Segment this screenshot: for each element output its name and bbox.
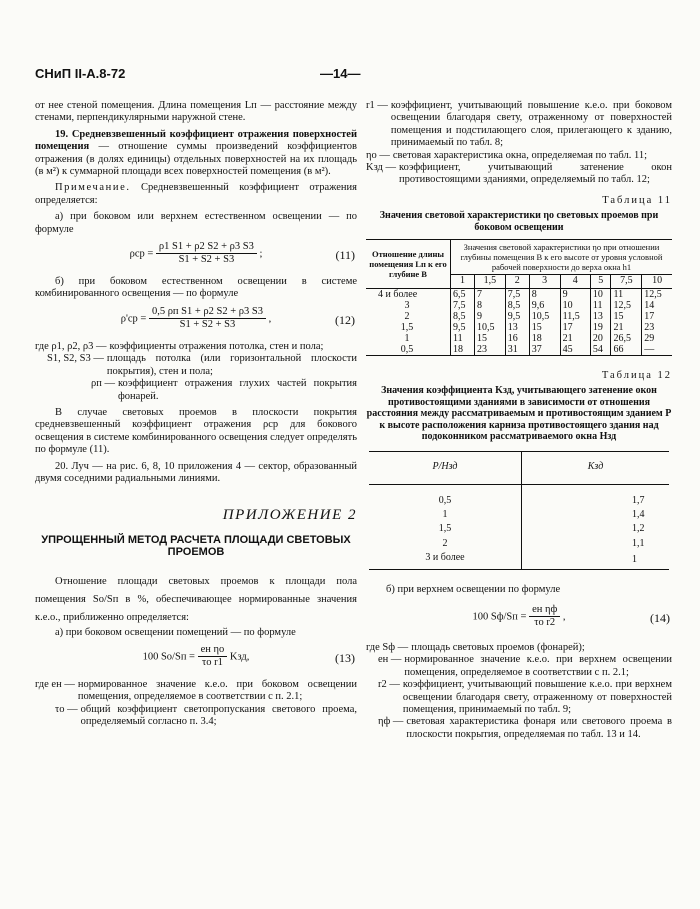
table-11-value-cell: 17 xyxy=(560,322,590,333)
table-11-head-ratio: Отношение длины помещения Lп к его глубине B xyxy=(366,240,451,288)
table-11-value-cell: 12,5 xyxy=(642,288,672,300)
definition xyxy=(366,100,672,150)
table-11-ratio-cell: 1 xyxy=(404,332,410,344)
table-11-col-header: 5 xyxy=(590,275,611,288)
formula-14-lhs: 100 Sф/Sп = xyxy=(472,611,527,623)
item-19-heading: 19. Средневзвешенный коэффициент отражения поверхностей помещения xyxy=(35,128,357,153)
definition-text: коэффициент, учитывающий повышение к.е.о. при боковом освещении благодаря свету, отраженному от поверхностей помещения и подстилающего слоя, прилегающего к зданию, принимаемый по табл. 8; xyxy=(390,100,672,149)
note-heading: Примечание. xyxy=(55,182,131,194)
table-11-value-cell: 16 xyxy=(505,333,529,344)
definition-text: общий коэффициент светопропускания светового проема, определяемый согласно п. 3.4; xyxy=(80,703,357,728)
table-12-ratio-cell: 1 xyxy=(442,508,448,520)
table-11-value-cell: 11 xyxy=(590,300,611,311)
table-row xyxy=(369,508,669,522)
formula-12-number: (12) xyxy=(335,312,355,327)
table-11-value-cell: 10,5 xyxy=(529,311,560,322)
table-11-value-cell: 9,6 xyxy=(529,300,560,311)
table-11-value-cell: 8 xyxy=(529,288,560,300)
table-12-ratio-cell: 3 и более xyxy=(425,552,465,564)
table-row xyxy=(369,484,669,508)
table-11-value-cell: 26,5 xyxy=(611,333,642,344)
table-12-label: Таблица 12 xyxy=(601,369,672,381)
table-11-value-cell: 10,5 xyxy=(474,322,505,333)
table-11-value-cell: 11,5 xyxy=(560,311,590,322)
table-11-value-cell: 23 xyxy=(474,344,505,356)
formula-13-numerator: eн ηо xyxy=(198,644,228,657)
case-b: б) при боковом естественном освещении в системе комбинированного освещения — по формуле xyxy=(35,276,357,300)
table-11-value-cell: 14 xyxy=(642,300,672,311)
definitions-13 xyxy=(35,679,357,729)
table-11-value-cell: 19 xyxy=(590,322,611,333)
table-11-ratio-cell: 0,5 xyxy=(400,343,414,355)
definitions-bottom xyxy=(366,642,672,741)
table-12 xyxy=(369,451,669,570)
table-row xyxy=(369,522,669,536)
table-11-ratio-cell: 1,5 xyxy=(400,321,414,333)
table-12-ratio-cell: 1,5 xyxy=(438,523,452,535)
formula-13-denominator: τо r1 xyxy=(202,657,223,669)
table-12-title: Значения коэффициента Kзд, учитывающего затенение окон противостоящими зданиями в зависимости от отношения расстояния между рассматриваемым и противостоящим зданием P к высоте расположения карниза противостоящего здания над подоконником рассматриваемого окна Hзд xyxy=(366,385,672,443)
table-11-value-cell: 15 xyxy=(474,333,505,344)
definition xyxy=(366,162,672,187)
table-11-value-cell: 21 xyxy=(560,333,590,344)
table-11-ratio-cell: 2 xyxy=(404,310,410,322)
table-11 xyxy=(366,239,672,355)
definition-symbol: eн — xyxy=(378,654,402,666)
definition-symbol: ηо — xyxy=(366,149,390,161)
table-11-value-cell: 45 xyxy=(560,344,590,356)
paragraph-continuation: от нее стеной помещения. Длина помещения Lп — расстояние между стенами, перпендикулярными наружной стене. xyxy=(35,100,357,124)
definition-symbol: где eн — xyxy=(35,678,75,690)
table-11-label: Таблица 11 xyxy=(602,194,672,206)
definition-symbol: r2 — xyxy=(378,679,400,691)
table-11-body xyxy=(366,288,672,355)
left-column xyxy=(35,100,357,733)
table-11-value-cell: 29 xyxy=(642,333,672,344)
formula-13-lhs: 100 Sо/Sп = xyxy=(142,651,195,663)
table-row xyxy=(366,300,672,311)
formula-13-tail: Kзд, xyxy=(229,651,250,663)
formula-12-lhs: ρ'ср = xyxy=(120,313,147,325)
item-19-text: — отношение суммы произведений коэффициентов отражения (в долях единицы) отдельных поверхностей на их площадь (в м²) к суммарной площади всех поверхностей помещения (в м²). xyxy=(35,141,357,178)
appendix-case-a: а) при боковом освещении помещений — по формуле xyxy=(55,626,296,638)
table-11-col-header: 1,5 xyxy=(474,275,505,288)
definition xyxy=(366,642,672,654)
table-11-value-cell: 6,5 xyxy=(451,288,475,300)
note xyxy=(35,182,357,207)
table-row xyxy=(366,288,672,300)
appendix-title: ПРИЛОЖЕНИЕ 2 xyxy=(222,507,357,524)
table-11-value-cell: 21 xyxy=(611,322,642,333)
table-11-value-cell: 18 xyxy=(529,333,560,344)
table-row xyxy=(366,322,672,333)
table-11-value-cell: 10 xyxy=(560,300,590,311)
paragraph-roof-openings: В случае световых проемов в плоскости покрытия средневзвешенный коэффициент отражения ρср для бокового освещения в системе комбинированного освещения следует определять по формуле (11). xyxy=(35,406,357,456)
table-11-value-cell: 20 xyxy=(590,333,611,344)
table-12-ratio-cell: 0,5 xyxy=(438,494,452,506)
table-11-value-cell: 9,5 xyxy=(451,322,475,333)
table-11-value-cell: 17 xyxy=(642,311,672,322)
definition-symbol: Kзд — xyxy=(366,162,397,174)
table-11-col-header: 7,5 xyxy=(611,275,642,288)
formula-12-denominator: S1 + S2 + S3 xyxy=(179,319,236,331)
table-11-col-header: 1 xyxy=(451,275,475,288)
table-12-body xyxy=(369,484,669,569)
definition xyxy=(366,679,672,716)
definition xyxy=(366,654,672,679)
table-11-value-cell: 13 xyxy=(590,311,611,322)
formula-12-numerator: 0,5 ρп S1 + ρ2 S2 + ρ3 S3 xyxy=(149,306,266,319)
table-11-col-header: 4 xyxy=(560,275,590,288)
table-11-value-cell: 8,5 xyxy=(505,300,529,311)
table-11-value-cell: 7,5 xyxy=(505,288,529,300)
table-11-ratio-cell: 3 xyxy=(404,299,410,311)
table-row xyxy=(369,537,669,551)
definition-symbol: где Sф — xyxy=(366,642,409,653)
definition xyxy=(35,679,357,704)
formula-14-fraction xyxy=(529,604,560,630)
definition xyxy=(35,704,357,729)
table-11-value-cell: 9 xyxy=(560,288,590,300)
table-11-head-values: Значения световой характеристики ηо при отношении глубины помещения B к его высоте от уровня условной рабочей поверхности до верха окна h1 xyxy=(451,240,673,275)
definition xyxy=(35,353,357,378)
definition-text: коэффициент отражения глухих частей покрытия фонарей. xyxy=(117,378,357,402)
table-11-value-cell: 13 xyxy=(505,322,529,333)
table-11-value-cell: 8 xyxy=(474,300,505,311)
formula-11-fraction xyxy=(156,241,257,267)
table-12-head-ratio: P/Hзд xyxy=(369,451,522,484)
definition xyxy=(35,341,357,353)
table-11-value-cell: 9 xyxy=(474,311,505,322)
table-11-value-cell: 37 xyxy=(529,344,560,356)
definitions-top xyxy=(366,100,672,187)
right-column xyxy=(366,100,672,745)
table-12-ratio-cell: 2 xyxy=(442,537,448,549)
table-11-value-cell: — xyxy=(642,344,672,356)
table-11-col-header: 2 xyxy=(505,275,529,288)
formula-12-fraction xyxy=(149,306,266,332)
definition-text: площадь световых проемов (фонарей); xyxy=(411,642,585,653)
appendix-subtitle: УПРОЩЕННЫЙ МЕТОД РАСЧЕТА ПЛОЩАДИ СВЕТОВЫХ ПРОЕМОВ xyxy=(41,533,351,559)
definition-text: световая характеристика окна, определяемая по табл. 11; xyxy=(392,149,647,161)
formula-13-number: (13) xyxy=(335,650,355,665)
definition xyxy=(366,150,672,162)
definition xyxy=(366,716,672,741)
definition-text: нормированное значение к.е.о. при верхнем освещении помещения, определяемое в соответствии с п. 2.1; xyxy=(404,654,672,678)
table-12-coefficient-cell: 1,7 xyxy=(522,484,670,508)
definition-symbol: ηф — xyxy=(378,716,404,728)
table-11-title: Значения световой характеристики ηо световых проемов при боковом освещении xyxy=(379,210,659,233)
formula-11-lhs: ρср = xyxy=(129,248,154,260)
definition-text: коэффициент, учитывающий затенение окон противостоящими зданиями, определяемый по табл. 12; xyxy=(399,162,672,186)
table-12-head-coefficient: Kзд xyxy=(522,451,670,484)
table-11-value-cell: 11 xyxy=(451,333,475,344)
table-row xyxy=(366,311,672,322)
definitions-rho xyxy=(35,341,357,403)
table-11-value-cell: 54 xyxy=(590,344,611,356)
table-11-value-cell: 8,5 xyxy=(451,311,475,322)
definition-text: коэффициенты отражения потолка, стен и пола; xyxy=(109,340,324,352)
table-row xyxy=(366,344,672,356)
definition xyxy=(35,378,357,403)
formula-11-denominator: S1 + S2 + S3 xyxy=(178,254,235,266)
definition-symbol: S1, S2, S3 — xyxy=(47,353,104,365)
formula-11: ρср = $\frac{\rho 1 S1 + \rho 2 S2 + \rho 3 S3}{S1 + S2 + S3}$ ; (11) xyxy=(129,241,355,266)
table-11-value-cell: 9,5 xyxy=(505,311,529,322)
note-text: Средневзвешенный коэффициент отражения определяется: xyxy=(35,182,357,206)
table-11-value-cell: 23 xyxy=(642,322,672,333)
definition-symbol: ρп — xyxy=(91,378,115,390)
table-11-value-cell: 11 xyxy=(611,288,642,300)
table-11-col-header: 3 xyxy=(529,275,560,288)
formula-14: 100 Sф/Sп = $\frac{\text{eн ηф}}{\text{τо r2}}$ , (14) xyxy=(472,604,670,629)
table-11-value-cell: 10 xyxy=(590,288,611,300)
formula-14-denominator: τо r2 xyxy=(534,617,556,629)
formula-13 xyxy=(35,644,357,674)
table-12-coefficient-cell: 1 xyxy=(522,551,670,569)
table-11-ratio-cell: 4 и более xyxy=(378,288,418,300)
table-11-value-cell: 31 xyxy=(505,344,529,356)
table-11-value-cell: 7,5 xyxy=(451,300,475,311)
formula-11-numerator: ρ1 S1 + ρ2 S2 + ρ3 S3 xyxy=(156,241,257,254)
table-11-value-cell: 15 xyxy=(611,311,642,322)
definition-text: световая характеристика фонаря или светового проема в плоскости покрытия, определяемая по табл. 13 и 14. xyxy=(406,716,672,740)
table-11-value-cell: 7 xyxy=(474,288,505,300)
table-11-value-cell: 12,5 xyxy=(611,300,642,311)
table-12-coefficient-cell: 1,2 xyxy=(522,522,670,536)
table-row xyxy=(369,551,669,569)
table-11-value-cell: 18 xyxy=(451,344,475,356)
page-number: —14— xyxy=(320,66,361,81)
item-19 xyxy=(35,129,357,179)
case-a: а) при боковом или верхнем естественном освещении — по формуле xyxy=(35,211,357,235)
definition-symbol: где ρ1, ρ2, ρ3 — xyxy=(35,340,107,352)
definition-text: коэффициент, учитывающий повышение к.е.о. при верхнем освещении благодаря свету, отраженному от поверхностей помещения, принимаемый по табл. 9; xyxy=(402,679,672,716)
appendix-intro: Отношение площади световых проемов к площади пола помещения Sо/Sп в %, обеспечивающее нормированные значения к.е.о., приближенно определяется: xyxy=(35,575,357,623)
definition-symbol: r1 — xyxy=(366,100,388,111)
table-12-coefficient-cell: 1,1 xyxy=(522,537,670,551)
table-row xyxy=(366,333,672,344)
formula-12: ρ'ср = $\frac{\text{0,5 ρп S1 + ρ2 S2 + ρ3 S3}}{S1 + S2 + S3}$ , (12) xyxy=(120,305,355,331)
definition-text: нормированное значение к.е.о. при боковом освещении помещения, определяемое в соответствии с п. 2.1; xyxy=(77,678,357,703)
table-11-value-cell: 66 xyxy=(611,344,642,356)
definition-text: площадь потолка (или горизонтальной плоскости покрытия), стен и пола; xyxy=(106,353,357,377)
formula-14-number: (14) xyxy=(650,611,670,625)
table-12-coefficient-cell: 1,4 xyxy=(522,508,670,522)
table-11-col-header: 10 xyxy=(642,275,672,288)
formula-11-number: (11) xyxy=(335,248,355,263)
document-code: СНиП II-А.8-72 xyxy=(35,66,126,81)
case-b-top-lighting: б) при верхнем освещении по формуле xyxy=(386,583,561,595)
formula-14-numerator: eн ηф xyxy=(529,604,560,617)
item-20: 20. Луч — на рис. 6, 8, 10 приложения 4 — сектор, образованный двумя соседними радиальными линиями. xyxy=(35,460,357,484)
table-11-value-cell: 15 xyxy=(529,322,560,333)
definition-symbol: τо — xyxy=(55,703,78,715)
formula-13-fraction xyxy=(198,644,228,670)
